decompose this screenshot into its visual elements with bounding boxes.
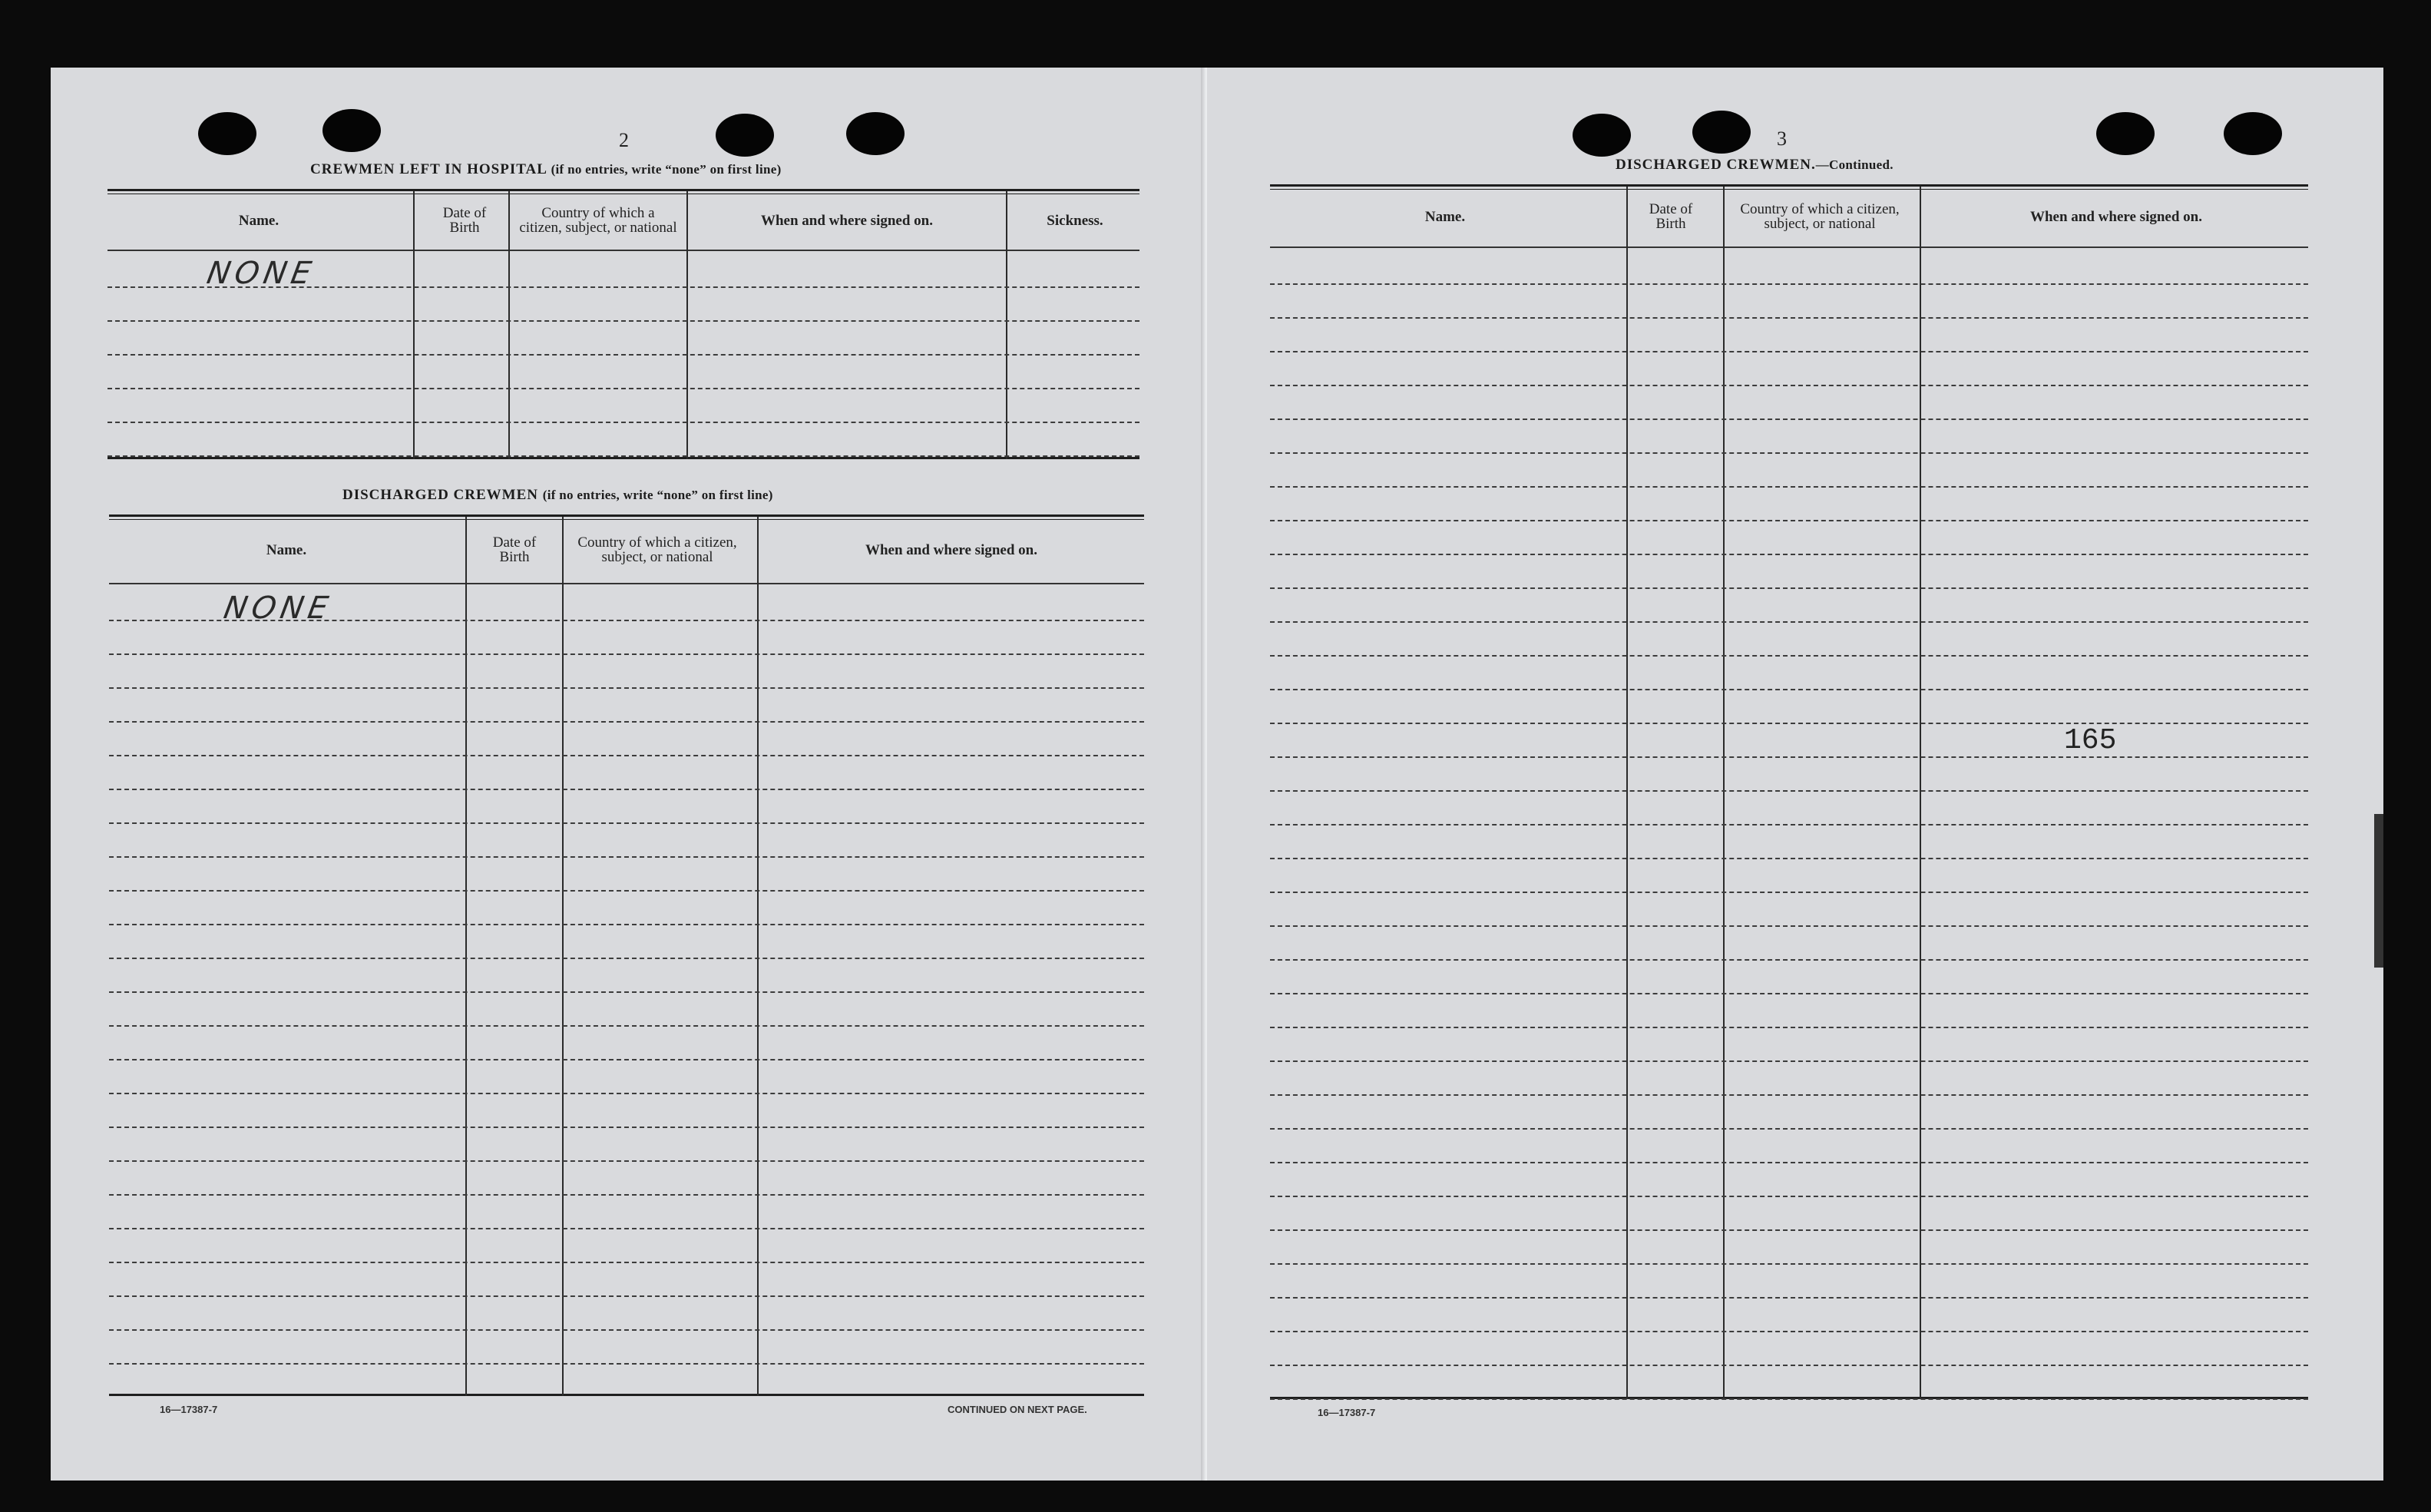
table-row [1270, 724, 2308, 758]
table-row [109, 689, 1144, 723]
discharged-table [109, 514, 1144, 1396]
table-row [1270, 1265, 2308, 1299]
hospital-section-title: CREWMEN LEFT IN HOSPITAL (if no entries, write “none” on first line) [310, 161, 782, 177]
discharged-continued-title: DISCHARGED CREWMEN.—Continued. [1616, 157, 1894, 173]
punch-hole [846, 112, 905, 155]
table-row [1270, 657, 2308, 690]
header-name: Name. [266, 541, 307, 558]
form-number: 16—17387-7 [1318, 1407, 1376, 1418]
header-when-where-signed: When and where signed on. [760, 212, 933, 229]
table-row [109, 993, 1144, 1027]
table-row [1270, 792, 2308, 825]
table-row [109, 925, 1144, 959]
header-country: Country of which a citizen, subject, or national [519, 205, 677, 236]
header-date-of-birth: Date of Birth [1649, 201, 1693, 232]
punch-hole [322, 109, 381, 152]
table-row [107, 288, 1139, 322]
table-row [1270, 319, 2308, 352]
discharged-section-title: DISCHARGED CREWMEN (if no entries, write “none” on first line) [342, 487, 773, 503]
table-row [109, 1060, 1144, 1094]
table-row [1270, 386, 2308, 420]
table-row [109, 959, 1144, 993]
header-country: Country of which a citizen, subject, or national [577, 534, 737, 565]
header-name: Name. [238, 212, 279, 229]
table-row [109, 892, 1144, 925]
table-row [1270, 352, 2308, 386]
table-row [1270, 1096, 2308, 1130]
table-row [1270, 758, 2308, 792]
handwritten-none: NONE [203, 256, 319, 291]
header-sickness: Sickness. [1047, 212, 1103, 229]
punch-hole [198, 112, 256, 155]
table-row [1270, 521, 2308, 555]
table-row [109, 1128, 1144, 1162]
handwritten-none: NONE [220, 591, 336, 626]
table-row [109, 621, 1144, 655]
header-when-where-signed: When and where signed on. [2029, 208, 2202, 225]
table-row [109, 1297, 1144, 1331]
table-row [1270, 1130, 2308, 1163]
table-row [1270, 893, 2308, 927]
stamped-number: 165 [2064, 724, 2117, 757]
right-page [1207, 68, 2383, 1481]
table-row [1270, 420, 2308, 454]
table-row [1270, 961, 2308, 994]
table-row [1270, 927, 2308, 961]
table-row [1270, 251, 2308, 285]
page-number: 2 [619, 129, 629, 151]
page-edge-shadow [2374, 814, 2383, 968]
continued-note: CONTINUED ON NEXT PAGE. [948, 1404, 1087, 1415]
header-when-where-signed: When and where signed on. [865, 541, 1037, 558]
header-date-of-birth: Date of Birth [442, 205, 487, 236]
table-row [1270, 994, 2308, 1028]
table-row [1270, 690, 2308, 724]
table-row [1270, 1028, 2308, 1062]
table-row [107, 423, 1139, 457]
punch-hole [1692, 111, 1751, 154]
table-row [107, 356, 1139, 389]
form-number: 16—17387-7 [160, 1404, 218, 1415]
left-page [51, 68, 1209, 1481]
table-row [1270, 1366, 2308, 1400]
table-row [107, 389, 1139, 423]
table-row [109, 824, 1144, 858]
punch-hole [716, 114, 774, 157]
header-date-of-birth: Date of Birth [492, 534, 537, 565]
table-row [1270, 285, 2308, 319]
table-row [1270, 1231, 2308, 1265]
punch-hole [2096, 112, 2155, 155]
table-row [1270, 488, 2308, 521]
table-row [109, 1331, 1144, 1365]
table-row [107, 322, 1139, 356]
table-row [109, 655, 1144, 689]
table-row [109, 858, 1144, 892]
table-row [1270, 454, 2308, 488]
table-row [1270, 1299, 2308, 1332]
table-row [1270, 1163, 2308, 1197]
header-name: Name. [1424, 208, 1466, 225]
table-row [1270, 589, 2308, 623]
table-row [1270, 1332, 2308, 1366]
table-row [1270, 623, 2308, 657]
table-row [1270, 825, 2308, 859]
table-row [1270, 859, 2308, 893]
header-country: Country of which a citizen, subject, or national [1740, 201, 1900, 232]
discharged-continued-table [1270, 184, 2308, 1399]
table-row [1270, 555, 2308, 589]
table-row [109, 1196, 1144, 1229]
table-row [109, 1229, 1144, 1263]
table-row [109, 790, 1144, 824]
page-number: 3 [1777, 127, 1787, 150]
table-row [1270, 1062, 2308, 1096]
table-row [109, 1027, 1144, 1060]
table-row [109, 756, 1144, 790]
punch-hole [2224, 112, 2282, 155]
table-row [1270, 1197, 2308, 1231]
punch-hole [1573, 114, 1631, 157]
hospital-table [107, 189, 1139, 459]
table-row [109, 1263, 1144, 1297]
table-row [109, 723, 1144, 756]
table-row [109, 1162, 1144, 1196]
table-row [109, 1094, 1144, 1128]
